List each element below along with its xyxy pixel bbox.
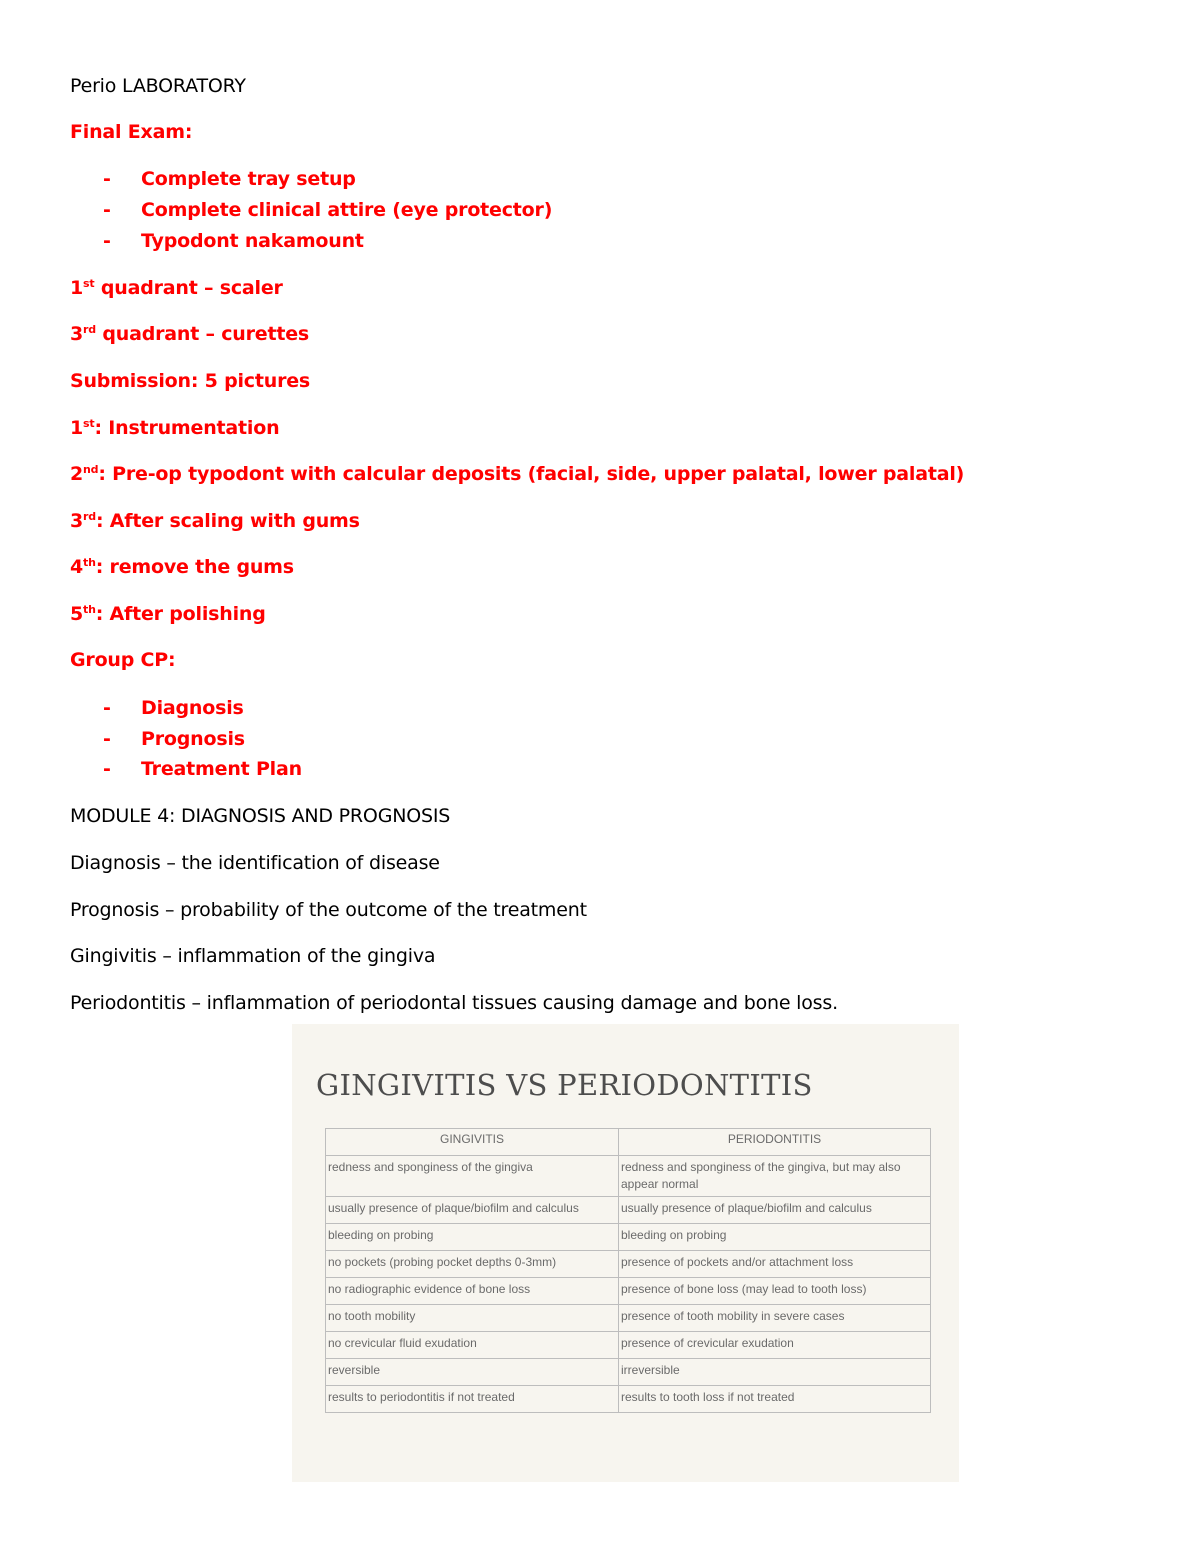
definition-line: Diagnosis – the identification of disease <box>70 852 440 874</box>
table-header-cell: GINGIVITIS <box>326 1129 619 1156</box>
picture-line: 2nd: Pre-op typodont with calcular deposits (facial, side, upper palatal, lower palatal) <box>70 463 965 485</box>
table-cell: presence of bone loss (may lead to tooth loss) <box>619 1278 931 1305</box>
table-cell: bleeding on probing <box>326 1224 619 1251</box>
table-row <box>326 1197 931 1224</box>
table-row <box>326 1156 931 1197</box>
table-row <box>326 1224 931 1251</box>
table-cell: results to periodontitis if not treated <box>326 1386 619 1413</box>
final-exam-heading: Final Exam: <box>70 121 193 143</box>
table-cell: redness and sponginess of the gingiva <box>326 1156 619 1197</box>
table-cell: usually presence of plaque/biofilm and calculus <box>326 1197 619 1224</box>
submission-heading: Submission: 5 pictures <box>70 370 311 392</box>
quadrant-line: 3rd quadrant – curettes <box>70 323 310 345</box>
table-row <box>326 1359 931 1386</box>
bullet-dash: - <box>103 199 111 221</box>
table-cell: no radiographic evidence of bone loss <box>326 1278 619 1305</box>
bullet-dash: - <box>103 230 111 252</box>
table-cell: presence of crevicular exudation <box>619 1332 931 1359</box>
table-cell: no tooth mobility <box>326 1305 619 1332</box>
table-cell: no pockets (probing pocket depths 0-3mm) <box>326 1251 619 1278</box>
table-row <box>326 1386 931 1413</box>
table-row <box>326 1305 931 1332</box>
picture-line: 1st: Instrumentation <box>70 417 280 439</box>
table-row <box>326 1332 931 1359</box>
table-cell: usually presence of plaque/biofilm and calculus <box>619 1197 931 1224</box>
table-cell: reversible <box>326 1359 619 1386</box>
quadrant-line: 1st quadrant – scaler <box>70 277 283 299</box>
bullet-dash: - <box>103 728 111 750</box>
table-cell: redness and sponginess of the gingiva, but may also appear normal <box>619 1156 931 1197</box>
picture-line: 4th: remove the gums <box>70 556 294 578</box>
table-row <box>326 1251 931 1278</box>
comparison-figure <box>292 1024 959 1482</box>
module-heading: MODULE 4: DIAGNOSIS AND PROGNOSIS <box>70 805 451 827</box>
definition-line: Gingivitis – inflammation of the gingiva <box>70 945 436 967</box>
table-header-cell: PERIODONTITIS <box>619 1129 931 1156</box>
table-header-row <box>326 1129 931 1156</box>
definition-line: Prognosis – probability of the outcome of the treatment <box>70 899 587 921</box>
definition-line: Periodontitis – inflammation of periodontal tissues causing damage and bone loss. <box>70 992 838 1014</box>
table-cell: no crevicular fluid exudation <box>326 1332 619 1359</box>
table-cell: bleeding on probing <box>619 1224 931 1251</box>
table-row <box>326 1278 931 1305</box>
bullet-dash: - <box>103 168 111 190</box>
table-cell: irreversible <box>619 1359 931 1386</box>
table-cell: presence of tooth mobility in severe cases <box>619 1305 931 1332</box>
figure-title: GINGIVITIS VS PERIODONTITIS <box>316 1068 813 1102</box>
picture-line: 3rd: After scaling with gums <box>70 510 360 532</box>
group-cp-heading: Group CP: <box>70 649 176 671</box>
bullet-dash: - <box>103 758 111 780</box>
page-title: Perio LABORATORY <box>70 75 246 97</box>
picture-line: 5th: After polishing <box>70 603 266 625</box>
bullet-dash: - <box>103 697 111 719</box>
comparison-table <box>325 1128 931 1413</box>
table-cell: presence of pockets and/or attachment loss <box>619 1251 931 1278</box>
table-cell: results to tooth loss if not treated <box>619 1386 931 1413</box>
